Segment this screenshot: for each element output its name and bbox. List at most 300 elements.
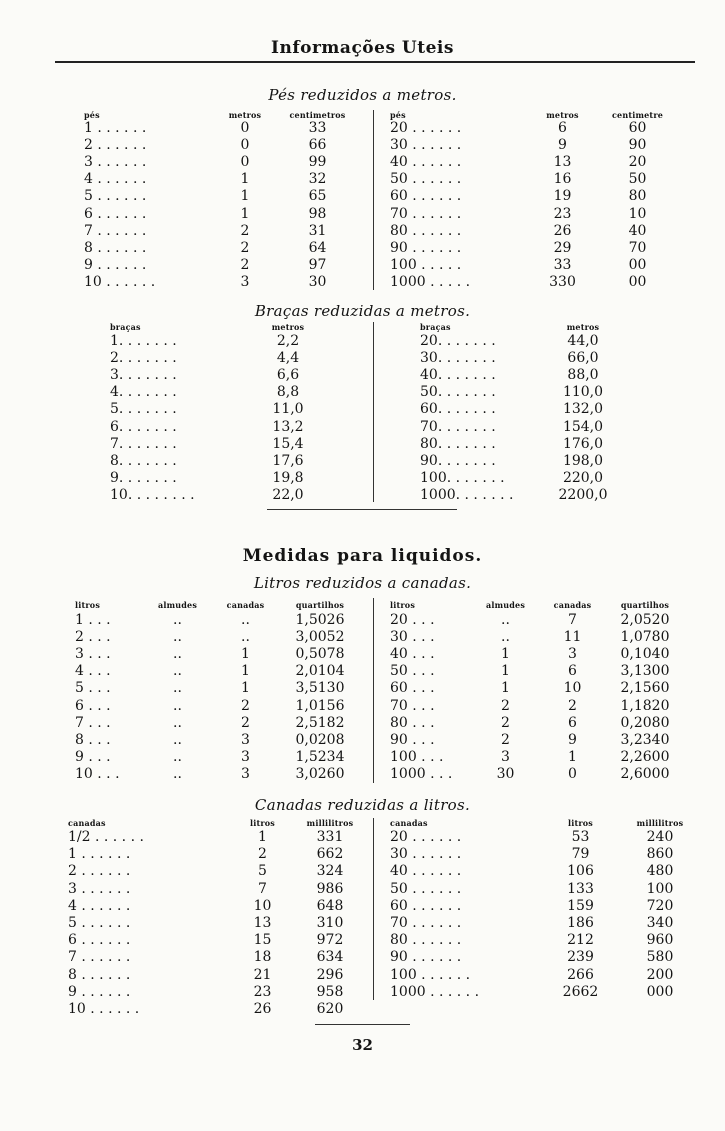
pes-cell: 4 . . . . . . [84, 171, 147, 188]
canadas-cell: 1/2 . . . . . . [68, 829, 144, 845]
pes-cell: 50 [628, 171, 647, 188]
pes-cell: 40 [628, 222, 647, 239]
pes-cell: 16 [553, 171, 572, 188]
liquidos-cell: 9 [568, 731, 577, 748]
liquidos-cell: 0,5078 [295, 646, 345, 663]
pes-cell: 6 [558, 120, 567, 136]
bracas-cell: 11,0 [272, 401, 304, 418]
canadas-cell: 2662 [562, 983, 599, 1000]
pes-table-row [0, 154, 725, 171]
pes-divider [373, 110, 374, 290]
liquidos-cell: .. [173, 646, 182, 663]
bracas-cell: 60. . . . . . . [420, 401, 496, 418]
canadas-table-row [0, 846, 725, 863]
bracas-table-row [0, 350, 725, 367]
bracas-cell: 198,0 [562, 452, 604, 469]
pes-cell: 2 [240, 256, 250, 273]
liquidos-cell: 1,0156 [295, 697, 345, 714]
pes-table-row [0, 223, 725, 240]
liquidos-cell: .. [173, 680, 182, 697]
canadas-cell: 860 [646, 846, 674, 863]
pes-table-row [0, 257, 725, 274]
pes-cell: 65 [308, 188, 327, 205]
liquidos-cell: .. [173, 629, 182, 646]
liquidos-cell: 2 [501, 714, 510, 731]
pes-col-header: pés [84, 110, 100, 120]
pes-cell: 30 [308, 273, 327, 290]
bracas-table-row [0, 384, 725, 401]
canadas-table-row [0, 863, 725, 880]
bracas-cell: 100. . . . . . . [420, 469, 505, 486]
canadas-cell: 580 [646, 949, 674, 966]
bracas-cell: 13,2 [272, 418, 304, 435]
pes-cell: 6 . . . . . . [84, 205, 147, 222]
bracas-cell: 4,4 [276, 350, 300, 367]
pes-cell: 7 . . . . . . [84, 222, 147, 239]
bracas-cell: 66,0 [567, 350, 599, 367]
liquidos-cell: 0,1040 [620, 646, 670, 663]
bracas-cell: 8,8 [276, 384, 300, 401]
liquidos-cell: .. [241, 612, 250, 628]
liquidos-col-header: almudes [485, 600, 526, 610]
liquidos-cell: 1,1820 [620, 697, 670, 714]
canadas-cell: 80 . . . . . . [390, 932, 462, 949]
liquidos-cell: 6 [568, 714, 577, 731]
canadas-cell: 324 [316, 863, 344, 880]
liquidos-cell: 2 [501, 731, 510, 748]
pes-cell: 2 [240, 222, 250, 239]
liquidos-cell: 3 [568, 646, 577, 663]
bracas-cell: 10. . . . . . . . [110, 486, 195, 503]
bracas-col-header: braças [420, 322, 451, 332]
bracas-cell: 220,0 [562, 469, 604, 486]
liquidos-cell: 10 [563, 680, 582, 697]
pes-cell: 20 [628, 154, 647, 171]
pes-col-header: centimetros [289, 110, 346, 120]
bracas-table-row [0, 401, 725, 418]
pes-cell: 80 [628, 188, 647, 205]
bracas-cell: 7. . . . . . . [110, 435, 177, 452]
bracas-cell: 90. . . . . . . [420, 452, 496, 469]
canadas-cell: 106 [567, 863, 594, 880]
liquidos-cell: 3,5130 [295, 680, 345, 697]
pes-col-header: pés [390, 110, 406, 120]
liquidos-title: Litros reduzidos a canadas. [253, 574, 472, 592]
pes-cell: 29 [553, 239, 572, 256]
liquidos-cell: 1 [501, 646, 510, 663]
canadas-table-row [0, 932, 725, 949]
canadas-cell: 480 [646, 863, 674, 880]
canadas-cell: 3 . . . . . . [68, 880, 131, 897]
pes-cell: 3 [240, 273, 250, 290]
bracas-cell: 8. . . . . . . [110, 452, 177, 469]
canadas-cell: 331 [316, 829, 344, 845]
canadas-cell: 7 [258, 880, 267, 897]
pes-cell: 90 . . . . . . [390, 239, 462, 256]
canadas-cell: 648 [316, 897, 344, 914]
canadas-cell: 4 . . . . . . [68, 897, 131, 914]
liquidos-cell: 1000 . . . [390, 765, 453, 782]
liquidos-cell: 1 [568, 748, 577, 765]
canadas-table-row [0, 915, 725, 932]
canadas-cell: 40 . . . . . . [390, 863, 462, 880]
canadas-cell: 5 . . . . . . [68, 915, 131, 931]
canadas-cell: 1 . . . . . . [68, 846, 131, 863]
pes-col-header: centimetre [611, 110, 664, 120]
liquidos-cell: 2,2600 [620, 748, 670, 765]
liquidos-col-header: litros [390, 600, 416, 610]
bracas-cell: 40. . . . . . . [420, 367, 496, 384]
canadas-cell: 186 [567, 915, 594, 931]
liquidos-cell: 0,0208 [295, 731, 345, 748]
canadas-title: Canadas reduzidas a litros. [254, 796, 471, 814]
canadas-cell: 50 . . . . . . [390, 880, 462, 897]
bracas-cell: 22,0 [272, 486, 304, 503]
pes-cell: 64 [308, 239, 327, 256]
liquidos-cell: 2,6000 [620, 765, 670, 782]
pes-cell: 30 . . . . . . [390, 137, 462, 154]
canadas-cell: 18 [253, 949, 272, 966]
liquidos-cell: 2,5182 [295, 714, 345, 731]
bracas-cell: 1. . . . . . . [110, 333, 177, 349]
bracas-cell: 88,0 [567, 367, 599, 384]
pes-cell: 70 . . . . . . [390, 205, 462, 222]
liquidos-cell: 100 . . . [390, 748, 444, 765]
canadas-cell: 620 [316, 1001, 344, 1017]
liquidos-cell: .. [173, 697, 182, 714]
canadas-divider [373, 818, 374, 1000]
liquidos-cell: 1 [241, 663, 250, 680]
pes-cell: 2 [240, 239, 250, 256]
bracas-cell: 50. . . . . . . [420, 384, 496, 401]
canadas-cell: 23 [253, 983, 272, 1000]
pes-cell: 100 . . . . . [390, 256, 462, 273]
pes-cell: 98 [308, 205, 327, 222]
bracas-table-row [0, 333, 725, 350]
pes-cell: 9 . . . . . . [84, 256, 147, 273]
canadas-cell: 960 [646, 932, 674, 949]
pes-cell: 80 . . . . . . [390, 222, 462, 239]
canadas-col-header: litros [249, 818, 276, 828]
liquidos-cell: .. [501, 612, 510, 628]
bracas-title: Braças reduzidas a metros. [254, 302, 471, 320]
bracas-cell: 17,6 [272, 452, 304, 469]
liquidos-cell: 1,5234 [295, 748, 345, 765]
bracas-col-header: metros [566, 322, 600, 332]
pes-cell: 60 . . . . . . [390, 188, 462, 205]
liquidos-col-header: litros [75, 600, 101, 610]
liquidos-cell: .. [173, 748, 182, 765]
liquidos-cell: 2,0104 [295, 663, 345, 680]
pes-cell: 19 [553, 188, 572, 205]
canadas-cell: 662 [316, 846, 344, 863]
liquidos-table-row [0, 715, 725, 732]
pes-cell: 66 [308, 137, 327, 154]
liquidos-cell: .. [501, 629, 510, 646]
canadas-table-row [0, 829, 725, 846]
bracas-table-row [0, 419, 725, 436]
pes-cell: 00 [628, 273, 647, 290]
pes-cell: 00 [628, 256, 647, 273]
liquidos-cell: 3,0052 [295, 629, 345, 646]
liquidos-cell: 2 [241, 697, 250, 714]
liquidos-cell: 1 [501, 663, 510, 680]
bracas-cell: 6. . . . . . . [110, 418, 177, 435]
liquidos-col-header: quartilhos [295, 600, 345, 610]
canadas-table-row [0, 898, 725, 915]
liquidos-cell: 1 [241, 680, 250, 697]
liquidos-cell: 5 . . . [75, 680, 111, 697]
pes-cell: 33 [553, 256, 572, 273]
pes-cell: 90 [628, 137, 647, 154]
canadas-cell: 000 [646, 983, 674, 1000]
liquidos-cell: 1,0780 [620, 629, 670, 646]
pes-cell: 26 [553, 222, 572, 239]
bracas-cell: 44,0 [567, 333, 599, 349]
pes-cell: 0 [240, 154, 250, 171]
pes-title: Pés reduzidos a metros. [268, 86, 457, 104]
pes-cell: 60 [628, 120, 647, 136]
liquidos-table-row [0, 629, 725, 646]
header-rule [55, 61, 695, 63]
liquidos-cell: .. [173, 612, 182, 628]
pes-cell: 1 . . . . . . [84, 120, 147, 136]
liquidos-cell: 2 . . . [75, 629, 111, 646]
canadas-cell: 10 . . . . . . [68, 1001, 140, 1017]
liquidos-cell: 3,1300 [620, 663, 670, 680]
pes-cell: 330 [549, 273, 576, 290]
canadas-cell: 20 . . . . . . [390, 829, 462, 845]
liquidos-table-row [0, 646, 725, 663]
bracas-cell: 20. . . . . . . [420, 333, 496, 349]
pes-cell: 9 [558, 137, 567, 154]
liquidos-table-row [0, 612, 725, 629]
bracas-cell: 19,8 [272, 469, 304, 486]
liquidos-cell: 40 . . . [390, 646, 435, 663]
liquidos-cell: 7 . . . [75, 714, 111, 731]
pes-cell: 0 [240, 137, 250, 154]
canadas-cell: 9 . . . . . . [68, 983, 131, 1000]
liquidos-cell: .. [173, 731, 182, 748]
bracas-cell: 4. . . . . . . [110, 384, 177, 401]
liquidos-heading: Medidas para liquidos. [242, 546, 483, 566]
pes-cell: 1000 . . . . . [390, 273, 471, 290]
bracas-col-header: braças [110, 322, 141, 332]
canadas-cell: 30 . . . . . . [390, 846, 462, 863]
canadas-cell: 21 [253, 966, 272, 983]
canadas-table-row [0, 1001, 725, 1018]
liquidos-cell: 70 . . . [390, 697, 435, 714]
liquidos-table-row [0, 698, 725, 715]
canadas-cell: 266 [567, 966, 594, 983]
pes-cell: 99 [308, 154, 327, 171]
bracas-cell: 6,6 [276, 367, 300, 384]
canadas-cell: 634 [316, 949, 344, 966]
pes-table-row [0, 137, 725, 154]
canadas-cell: 100 [646, 880, 674, 897]
canadas-cell: 6 . . . . . . [68, 932, 131, 949]
bracas-col-header: metros [271, 322, 305, 332]
canadas-cell: 958 [316, 983, 344, 1000]
canadas-cell: 26 [253, 1001, 272, 1017]
canadas-cell: 60 . . . . . . [390, 897, 462, 914]
pes-cell: 10 . . . . . . [84, 273, 156, 290]
liquidos-cell: .. [173, 663, 182, 680]
canadas-cell: 79 [571, 846, 590, 863]
bracas-cell: 15,4 [272, 435, 304, 452]
liquidos-cell: 0 [568, 765, 577, 782]
pes-cell: 2 . . . . . . [84, 137, 147, 154]
liquidos-cell: 7 [568, 612, 577, 628]
liquidos-cell: 80 . . . [390, 714, 435, 731]
canadas-cell: 310 [316, 915, 344, 931]
liquidos-cell: 30 . . . [390, 629, 435, 646]
pes-cell: 23 [553, 205, 572, 222]
bracas-cell: 154,0 [562, 418, 604, 435]
page-title: Informações Uteis [271, 38, 454, 58]
canadas-col-header: canadas [68, 818, 106, 828]
liquidos-divider [373, 598, 374, 783]
canadas-rule [315, 1024, 410, 1025]
bracas-cell: 5. . . . . . . [110, 401, 177, 418]
canadas-cell: 2 [258, 846, 267, 863]
pes-table-row [0, 171, 725, 188]
canadas-cell: 15 [253, 932, 272, 949]
bracas-cell: 110,0 [562, 384, 604, 401]
canadas-cell: 2 . . . . . . [68, 863, 131, 880]
bracas-cell: 1000. . . . . . . [420, 486, 514, 503]
liquidos-col-header: quartilhos [620, 600, 670, 610]
page-number: 32 [352, 1036, 373, 1054]
pes-cell: 5 . . . . . . [84, 188, 147, 205]
liquidos-cell: 6 . . . [75, 697, 111, 714]
pes-table-row [0, 274, 725, 291]
liquidos-cell: 2 [568, 697, 577, 714]
canadas-cell: 100 . . . . . . [390, 966, 471, 983]
liquidos-cell: 1 [241, 646, 250, 663]
canadas-cell: 340 [646, 915, 674, 931]
liquidos-cell: 1 [501, 680, 510, 697]
pes-table-row [0, 206, 725, 223]
bracas-cell: 30. . . . . . . [420, 350, 496, 367]
liquidos-cell: 20 . . . [390, 612, 435, 628]
pes-cell: 33 [308, 120, 327, 136]
bracas-divider [373, 322, 374, 502]
bracas-cell: 176,0 [562, 435, 604, 452]
bracas-table-row [0, 470, 725, 487]
canadas-cell: 972 [316, 932, 344, 949]
canadas-table-row [0, 881, 725, 898]
bracas-rule [267, 509, 457, 510]
canadas-cell: 212 [567, 932, 594, 949]
canadas-col-header: millilitros [306, 818, 354, 828]
liquidos-table-row [0, 663, 725, 680]
pes-cell: 10 [628, 205, 647, 222]
pes-col-header: metros [228, 110, 262, 120]
canadas-cell: 5 [258, 863, 267, 880]
canadas-cell: 13 [253, 915, 272, 931]
canadas-cell: 10 [253, 897, 272, 914]
canadas-table-row [0, 949, 725, 966]
bracas-cell: 2. . . . . . . [110, 350, 177, 367]
canadas-cell: 159 [567, 897, 594, 914]
liquidos-cell: 2,0520 [620, 612, 670, 628]
liquidos-cell: 50 . . . [390, 663, 435, 680]
pes-table-row [0, 120, 725, 137]
liquidos-table-row [0, 766, 725, 783]
liquidos-cell: 11 [563, 629, 582, 646]
bracas-table-row [0, 436, 725, 453]
pes-cell: 3 . . . . . . [84, 154, 147, 171]
liquidos-cell: 0,2080 [620, 714, 670, 731]
canadas-cell: 70 . . . . . . [390, 915, 462, 931]
liquidos-cell: 3 [241, 748, 250, 765]
liquidos-cell: 30 [496, 765, 515, 782]
canadas-cell: 1000 . . . . . . [390, 983, 480, 1000]
pes-col-header: metros [546, 110, 579, 120]
liquidos-col-header: canadas [226, 600, 265, 610]
pes-table-row [0, 240, 725, 257]
bracas-cell: 2,2 [276, 333, 300, 349]
liquidos-cell: 90 . . . [390, 731, 435, 748]
bracas-table-row [0, 487, 725, 504]
canadas-cell: 720 [646, 897, 674, 914]
pes-cell: 70 [628, 239, 647, 256]
liquidos-cell: .. [173, 714, 182, 731]
canadas-cell: 200 [646, 966, 674, 983]
pes-cell: 1 [240, 188, 250, 205]
liquidos-cell: 3 . . . [75, 646, 111, 663]
canadas-cell: 240 [646, 829, 674, 845]
bracas-cell: 132,0 [562, 401, 604, 418]
pes-cell: 0 [240, 120, 250, 136]
liquidos-cell: 8 . . . [75, 731, 111, 748]
bracas-cell: 3. . . . . . . [110, 367, 177, 384]
bracas-cell: 9. . . . . . . [110, 469, 177, 486]
liquidos-table-row [0, 680, 725, 697]
liquidos-cell: 3,0260 [295, 765, 345, 782]
liquidos-cell: 2,1560 [620, 680, 670, 697]
canadas-cell: 296 [316, 966, 344, 983]
canadas-cell: 239 [567, 949, 594, 966]
canadas-cell: 7 . . . . . . [68, 949, 131, 966]
pes-cell: 20 . . . . . . [390, 120, 462, 136]
liquidos-cell: 10 . . . [75, 765, 120, 782]
liquidos-cell: 60 . . . [390, 680, 435, 697]
pes-cell: 13 [553, 154, 572, 171]
canadas-cell: 1 [258, 829, 267, 845]
bracas-table-row [0, 367, 725, 384]
canadas-cell: 53 [571, 829, 590, 845]
liquidos-table-row [0, 749, 725, 766]
liquidos-cell: 4 . . . [75, 663, 111, 680]
pes-cell: 8 . . . . . . [84, 239, 147, 256]
pes-cell: 1 [240, 171, 250, 188]
canadas-cell: 90 . . . . . . [390, 949, 462, 966]
liquidos-cell: 6 [568, 663, 577, 680]
liquidos-col-header: canadas [553, 600, 592, 610]
liquidos-cell: 3 [501, 748, 510, 765]
pes-cell: 40 . . . . . . [390, 154, 462, 171]
liquidos-cell: 3 [241, 731, 250, 748]
liquidos-cell: .. [173, 765, 182, 782]
liquidos-cell: 1 . . . [75, 612, 111, 628]
canadas-col-header: litros [567, 818, 594, 828]
canadas-table-row [0, 967, 725, 984]
canadas-table-row [0, 984, 725, 1001]
canadas-col-header: millilitros [636, 818, 684, 828]
canadas-col-header: canadas [390, 818, 428, 828]
